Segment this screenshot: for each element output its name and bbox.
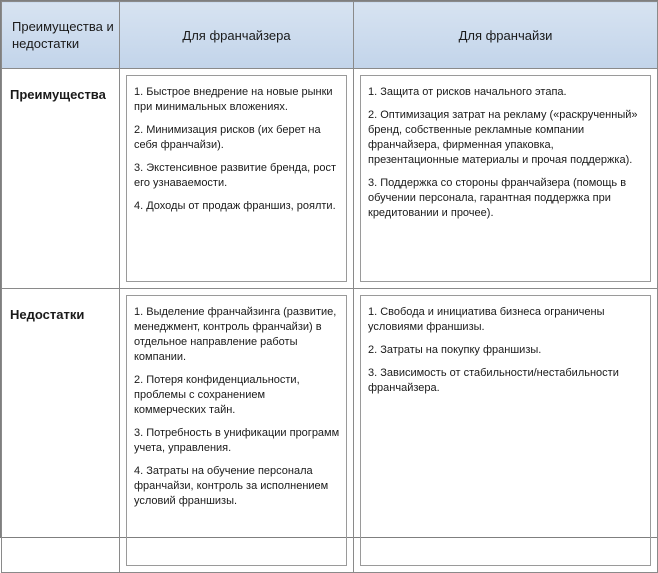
list-item: 2. Минимизация рисков (их берет на себя франчайзи). <box>134 124 321 151</box>
list-item: 2. Потеря конфиденциальности, проблемы с сохранением коммерческих тайн. <box>134 374 300 416</box>
list-item: 1. Быстрое внедрение на новые рынки при минимальных вложениях. <box>134 86 333 113</box>
row-label-advantages: Преимущества <box>2 69 120 289</box>
list-item: 4. Доходы от продаж франшиз, роялти. <box>134 200 336 212</box>
table-row-disadvantages <box>2 289 658 573</box>
disadvantages-franchisee-box <box>360 295 651 566</box>
cell-disadvantages-franchisee <box>354 289 658 573</box>
comparison-table <box>1 1 658 573</box>
list-item: 4. Затраты на обучение персонала франчайзи, контроль за исполнением условий франшизы. <box>134 465 329 507</box>
header-row <box>2 2 658 69</box>
header-cell-franchisor: Для франчайзера <box>120 2 354 69</box>
header-cell-aspect: Преимущества и недостатки <box>2 2 120 69</box>
cell-advantages-franchisor <box>120 69 354 289</box>
cell-disadvantages-franchisor <box>120 289 354 573</box>
list-item: 3. Экстенсивное развитие бренда, рост его узнаваемости. <box>134 162 337 189</box>
advantages-franchisor-box <box>126 75 347 282</box>
table-row-advantages <box>2 69 658 289</box>
list-item: 3. Зависимость от стабильности/нестабильности франчайзера. <box>368 367 619 394</box>
list-item: 3. Потребность в унификации программ учета, управления. <box>134 427 340 454</box>
disadvantages-franchisor-box <box>126 295 347 566</box>
list-item: 1. Свобода и инициатива бизнеса ограничены условиями франшизы. <box>368 306 605 333</box>
list-item: 2. Затраты на покупку франшизы. <box>368 344 542 356</box>
list-item: 3. Поддержка со стороны франчайзера (помощь в обучении персонала, гарантная поддержка при кредитовании и прочее). <box>368 177 627 219</box>
list-item: 1. Защита от рисков начального этапа. <box>368 86 567 98</box>
row-label-disadvantages: Недостатки <box>2 289 120 573</box>
list-item: 2. Оптимизация затрат на рекламу («раскрученный» бренд, собственные рекламные компании франчайзера, фирменная упаковка, презентационные материалы и прочая поддержка). <box>368 109 638 166</box>
advantages-franchisee-box <box>360 75 651 282</box>
cell-advantages-franchisee <box>354 69 658 289</box>
header-cell-franchisee: Для франчайзи <box>354 2 658 69</box>
list-item: 1. Выделение франчайзинга (развитие, менеджмент, контроль франчайзи) в отдельное направление работы компании. <box>134 306 337 363</box>
